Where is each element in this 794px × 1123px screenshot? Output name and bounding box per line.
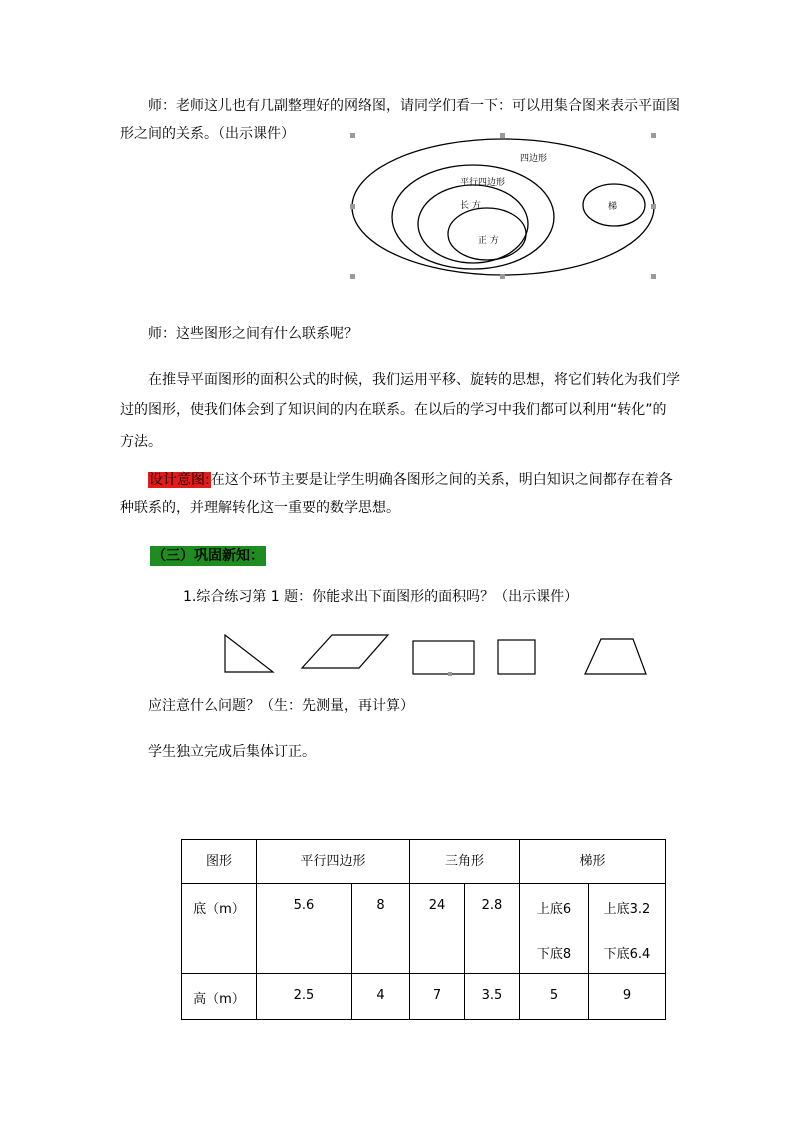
upper-base: 上底3.2 (603, 902, 651, 917)
teacher-question: 师：这些图形之间有什么联系呢？ (148, 326, 358, 342)
lower-base: 下底8 (536, 947, 572, 962)
selection-handle[interactable] (350, 274, 355, 279)
attention-question: 应注意什么问题？（生：先测量，再计算） (148, 698, 414, 714)
table-row-height (182, 974, 666, 1020)
table-cell: 24 (410, 884, 465, 974)
trapezoid-bases-2 (589, 884, 666, 974)
conversion-line-3: 方法。 (120, 434, 162, 450)
table-cell: 8 (352, 884, 410, 974)
table-row-base (182, 884, 666, 974)
table-cell: 4 (352, 974, 410, 1020)
table-cell: 3.5 (465, 974, 520, 1020)
label-square: 正 方 (478, 236, 499, 246)
selection-handle[interactable] (651, 204, 656, 209)
shapes-row (215, 628, 655, 683)
header-parallelogram: 平行四边形 (257, 840, 410, 884)
table-cell: 5 (520, 974, 589, 1020)
trapezoid-bases-1 (520, 884, 589, 974)
square-ellipse (448, 208, 526, 260)
venn-diagram (340, 128, 670, 283)
table-cell: 2.8 (465, 884, 520, 974)
rectangle-ellipse (418, 185, 528, 263)
trapezoid-shape (585, 639, 646, 674)
table-cell: 2.5 (257, 974, 352, 1020)
rectangle-shape (413, 641, 474, 674)
section-heading-label: （三）巩固新知： (152, 548, 264, 564)
table-cell: 7 (410, 974, 465, 1020)
header-trapezoid: 梯形 (520, 840, 666, 884)
base-label: 底（m） (182, 884, 257, 974)
height-label: 高（m） (182, 974, 257, 1020)
triangle-shape (225, 635, 273, 672)
selection-handle[interactable] (350, 204, 355, 209)
conversion-line-1: 在推导平面图形的面积公式的时候，我们运用平移、旋转的思想，将它们转化为我们学 (148, 372, 680, 388)
design-intent-tag: 设计意图: (149, 472, 210, 488)
table-header-row (182, 840, 666, 884)
selection-handle[interactable] (651, 274, 656, 279)
label-trapezoid: 梯 (608, 202, 618, 212)
label-quadrilateral: 四边形 (520, 154, 548, 164)
conversion-line-2: 过的图形，使我们体会到了知识间的内在联系。在以后的学习中我们都可以利用“转化”的 (120, 402, 667, 418)
label-parallelogram: 平行四边形 (460, 178, 506, 188)
teacher-intro-line-2: 形之间的关系。（出示课件） (120, 126, 295, 142)
exercise-1: 1.综合练习第 1 题：你能求出下面图形的面积吗？（出示课件） (183, 589, 579, 605)
selection-handle[interactable] (500, 133, 505, 138)
student-work-note: 学生独立完成后集体订正。 (148, 744, 316, 760)
lower-base: 下底6.4 (603, 947, 651, 962)
teacher-intro-line-1: 师：老师这儿也有几副整理好的网络图，请同学们看一下：可以用集合图来表示平面图 (148, 98, 680, 114)
area-data-table (181, 839, 666, 1020)
table-cell: 5.6 (257, 884, 352, 974)
selection-handle[interactable] (448, 672, 452, 676)
header-triangle: 三角形 (410, 840, 520, 884)
table-cell: 9 (589, 974, 666, 1020)
design-intent-line-2: 种联系的，并理解转化这一重要的数学思想。 (120, 500, 400, 516)
selection-handle[interactable] (651, 133, 656, 138)
selection-handle[interactable] (500, 274, 505, 279)
parallelogram-shape (302, 635, 388, 668)
upper-base: 上底6 (536, 902, 572, 917)
design-intent-line-1 (148, 470, 673, 490)
selection-handle[interactable] (350, 133, 355, 138)
square-shape (498, 640, 535, 674)
design-intent-text: 在这个环节主要是让学生明确各图形之间的关系，明白知识之间都存在着各 (210, 472, 673, 488)
section-heading (150, 546, 266, 566)
header-shape: 图形 (182, 840, 257, 884)
label-rectangle: 长 方 (460, 201, 481, 211)
